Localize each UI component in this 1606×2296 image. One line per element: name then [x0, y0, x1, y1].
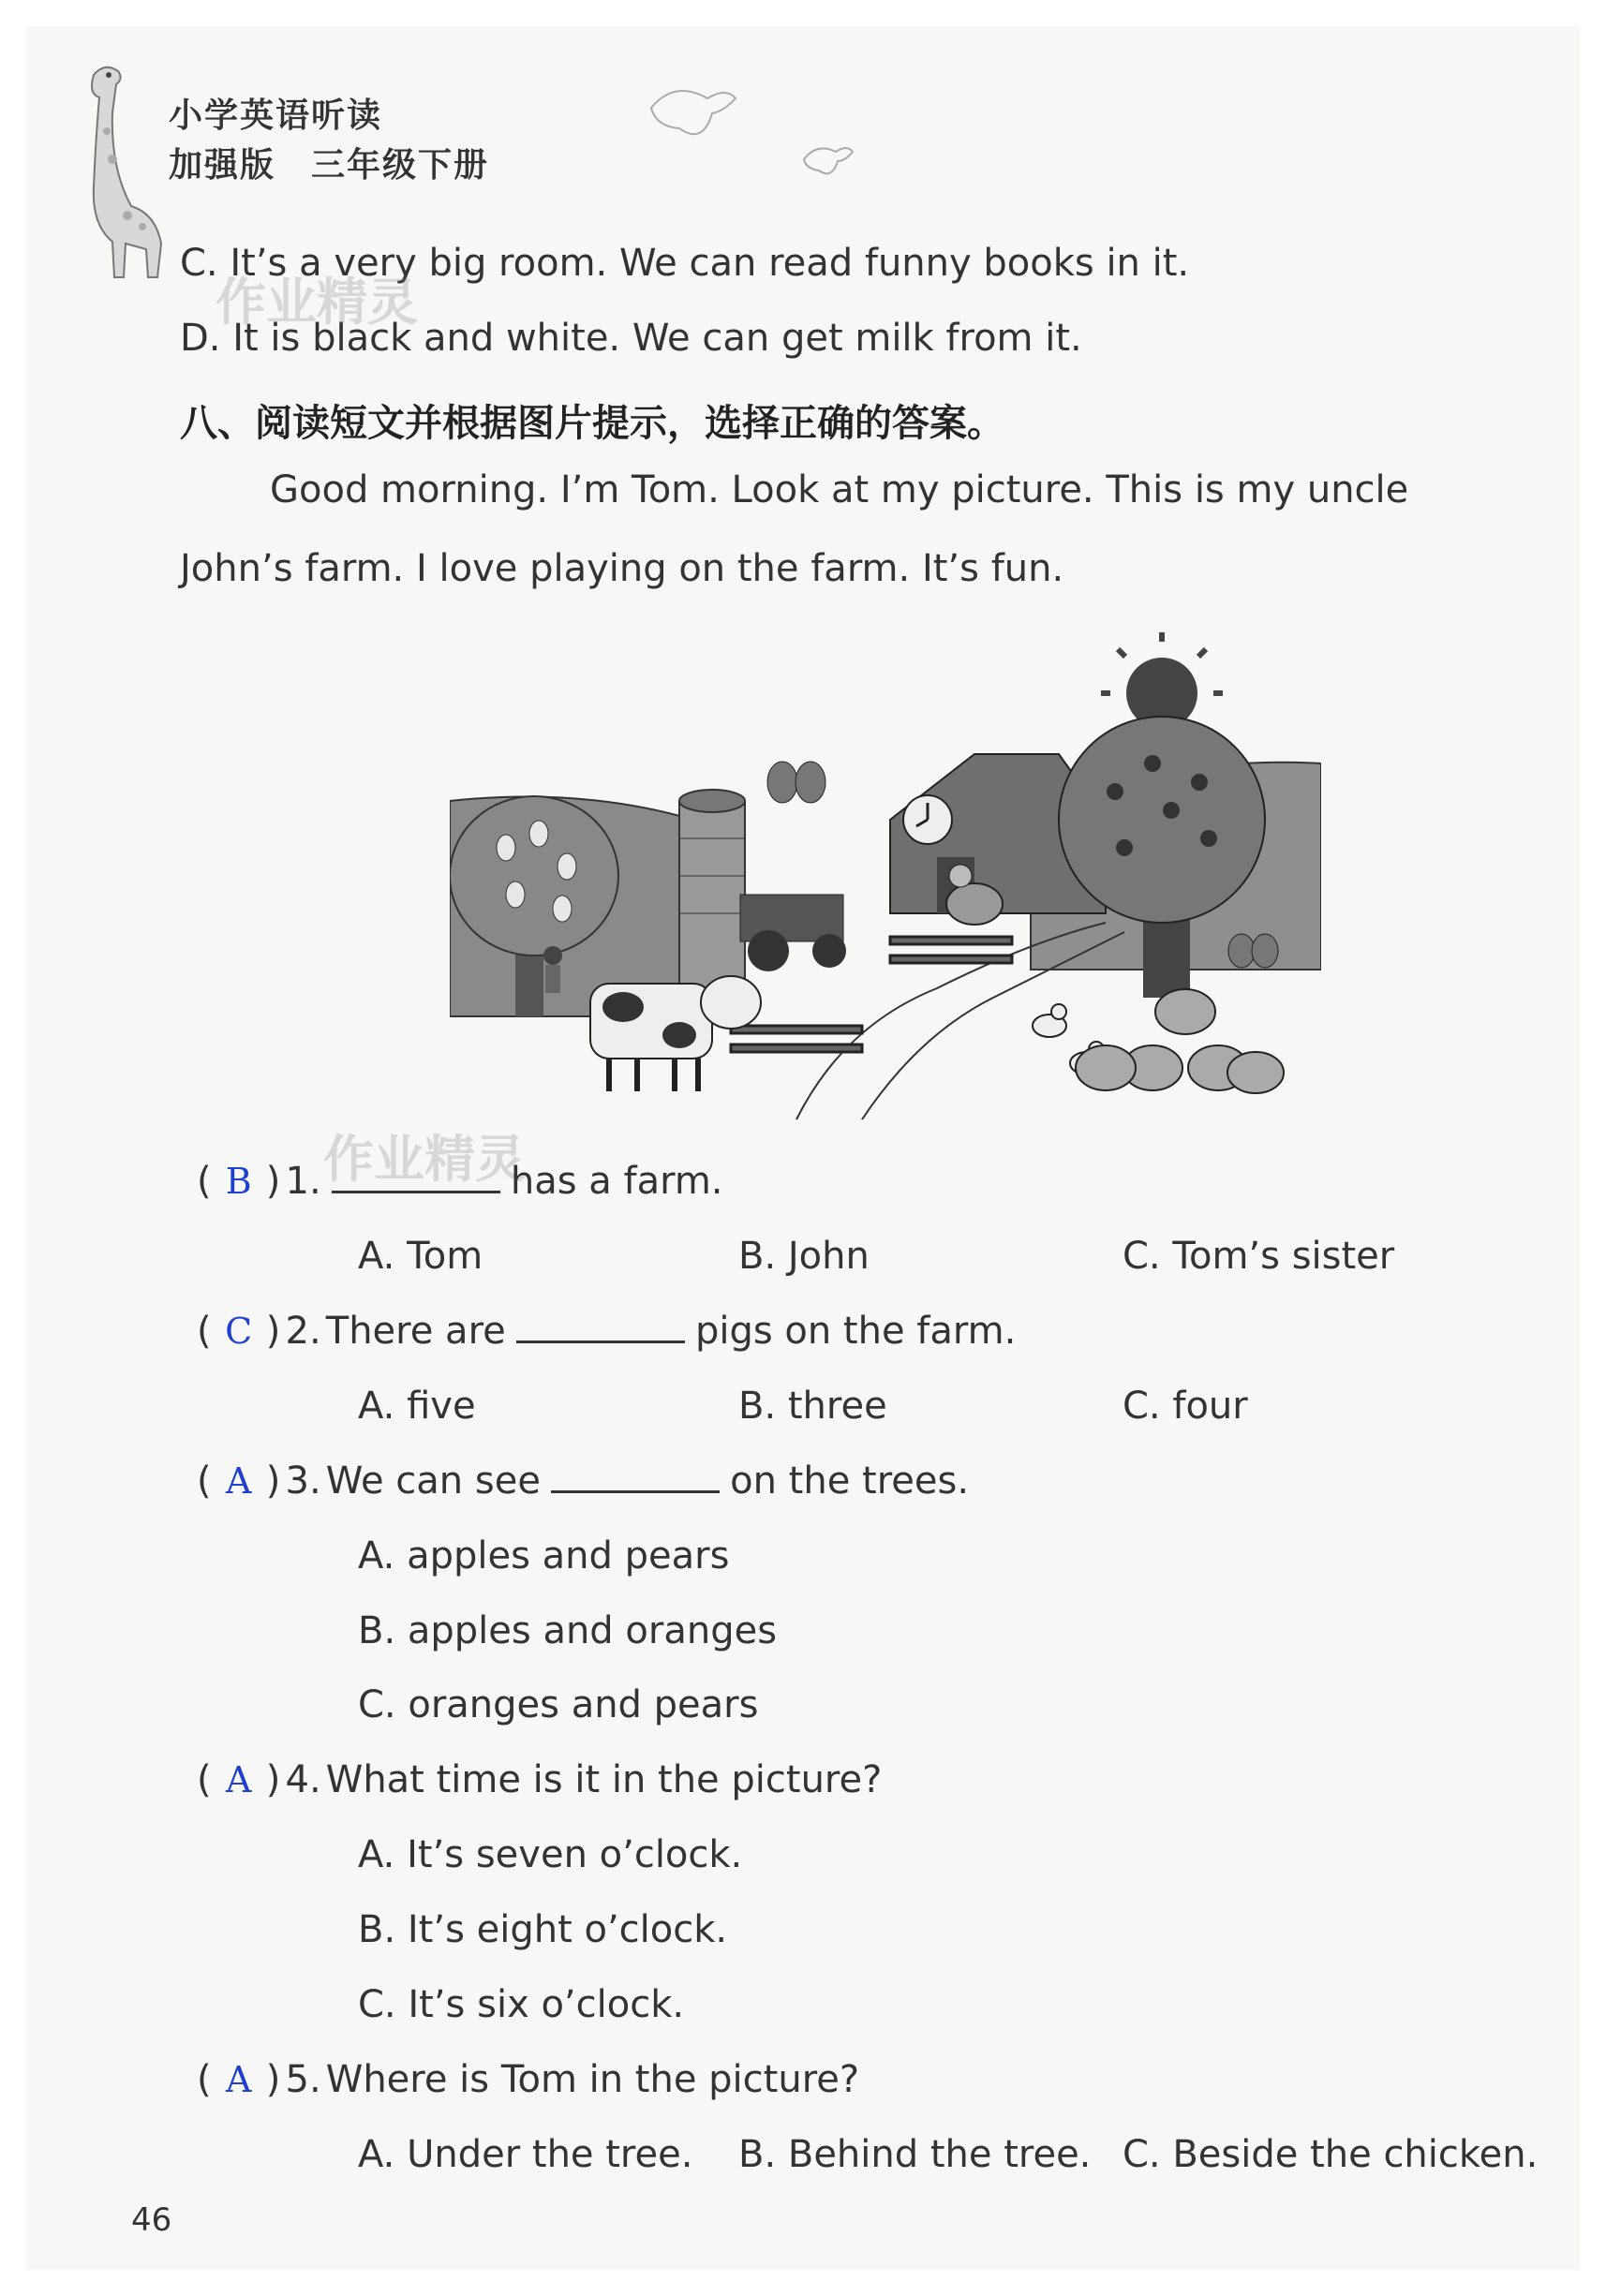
q4-option-a: A. It’s seven o’clock. [358, 1833, 743, 1876]
question-3-before: We can see [325, 1459, 541, 1503]
q1-option-a: A. Tom [358, 1235, 483, 1278]
answer-3: A [225, 1460, 252, 1502]
question-3-number: 3. [285, 1459, 321, 1503]
header-series-title: 小学英语听读 [169, 96, 383, 135]
q1-option-b: B. John [738, 1235, 870, 1278]
question-1: ( B ) 1. has a farm. [197, 1160, 723, 1203]
tractor-icon [740, 895, 846, 971]
giraffe-icon [37, 56, 178, 281]
question-1-text: has a farm. [510, 1160, 723, 1203]
answer-4: A [225, 1759, 252, 1800]
pig-icon [1076, 989, 1284, 1093]
q5-option-b: B. Behind the tree. [738, 2133, 1092, 2176]
section-title: 八、阅读短文并根据图片提示，选择正确的答案。 [180, 402, 1004, 445]
question-2-after: pigs on the farm. [694, 1310, 1017, 1353]
answer-1: B [225, 1161, 252, 1202]
q1-option-c: C. Tom’s sister [1123, 1235, 1395, 1278]
question-5-number: 5. [285, 2058, 321, 2101]
q2-option-b: B. three [738, 1385, 887, 1428]
q4-option-b: B. It’s eight o’clock. [358, 1908, 728, 1951]
answer-2: C [225, 1311, 253, 1352]
q3-option-c: C. oranges and pears [358, 1683, 759, 1726]
question-4: ( A ) 4. What time is it in the picture? [197, 1758, 883, 1801]
passage-line-1: Good morning. I’m Tom. Look at my picture. This is my uncle [270, 468, 1409, 511]
page-number: 46 [131, 2201, 172, 2239]
q3-option-a: A. apples and pears [358, 1534, 730, 1578]
prev-option-d: D. It is black and white. We can get milk from it. [180, 317, 1082, 360]
q3-option-b: B. apples and oranges [358, 1609, 778, 1652]
answer-blank [332, 1190, 500, 1193]
question-5: ( A ) 5. Where is Tom in the picture? [197, 2058, 860, 2101]
answer-blank [516, 1340, 685, 1343]
answer-5: A [225, 2059, 252, 2100]
q5-option-c: C. Beside the chicken. [1123, 2133, 1539, 2176]
question-3-after: on the trees. [730, 1459, 970, 1503]
silo-icon [679, 790, 745, 988]
question-2-number: 2. [285, 1310, 321, 1353]
q2-option-a: A. five [358, 1385, 476, 1428]
header-book-title: 加强版 三年级下册 [169, 146, 490, 185]
q5-option-a: A. Under the tree. [358, 2133, 693, 2176]
answer-blank [551, 1489, 720, 1493]
workbook-page [26, 26, 1580, 2270]
question-4-text: What time is it in the picture? [325, 1758, 883, 1801]
question-1-number: 1. [285, 1160, 321, 1203]
watermark-2: 作业精灵 [323, 1130, 526, 1189]
q4-option-c: C. It’s six o’clock. [358, 1983, 685, 2026]
boy-icon [543, 946, 562, 993]
passage-line-2: John’s farm. I love playing on the farm. It’s fun. [180, 547, 1064, 590]
question-5-text: Where is Tom in the picture? [325, 2058, 860, 2101]
question-2-before: There are [325, 1310, 506, 1353]
bird-small-icon [796, 131, 862, 187]
question-4-number: 4. [285, 1758, 321, 1801]
question-3: ( A ) 3. We can see on the trees. [197, 1459, 970, 1503]
bird-icon [637, 70, 750, 155]
q2-option-c: C. four [1123, 1385, 1248, 1428]
prev-option-c: C. It’s a very big room. We can read funny books in it. [180, 242, 1190, 285]
farm-illustration [450, 632, 1321, 1129]
watermark: 作业精灵 [216, 273, 418, 332]
question-2: ( C ) 2. There are pigs on the farm. [197, 1310, 1017, 1353]
